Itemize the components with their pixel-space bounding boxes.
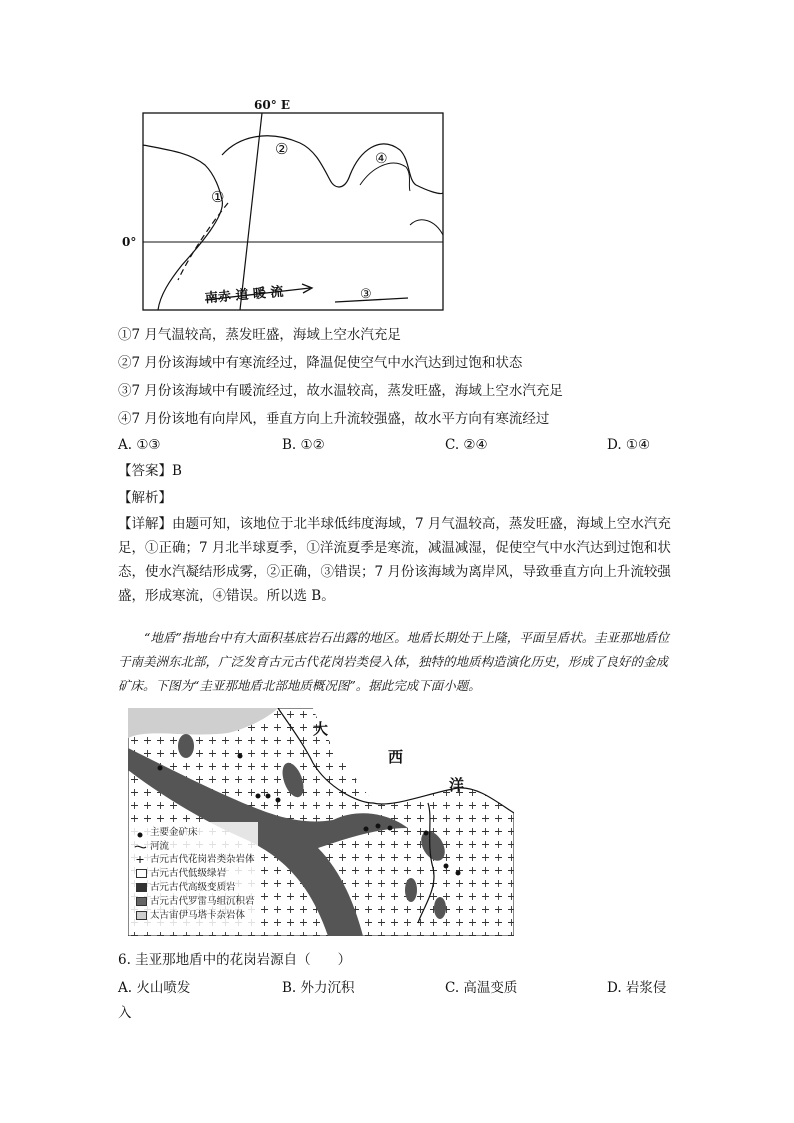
ocean-current-map: [110, 95, 450, 313]
q5-option-c: C. ②④: [445, 437, 488, 453]
q6-option-d: D. 岩浆侵: [607, 980, 667, 996]
legend-greenstone: [136, 868, 226, 879]
legend-swatch-greenstone: [136, 869, 147, 878]
legend-imataca: [136, 910, 245, 921]
meridian-label: 60° E: [254, 98, 291, 112]
ocean-char-2: 西: [388, 748, 404, 766]
q6-option-b: B. 外力沉积: [282, 980, 355, 996]
intro-paragraph: “地盾”指地台中有大面积基底岩石出露的地区。地盾长期处于上隆，平面呈盾状。圭亚那地盾位于南美洲东北部，广泛发育古元古代花岗岩类侵入体，独特的地质构造演化历史，形成了良好的金成矿床。下图为“圭亚那地盾北部地质概况图”。据此完成下面小题。: [118, 630, 670, 693]
q6-option-d-wrap: 入: [118, 1005, 132, 1021]
statement-3: ③7 月份该海域中有暖流经过，故水温较高，蒸发旺盛，海域上空水汽充足: [118, 383, 563, 399]
q5-option-b: B. ①②: [282, 437, 325, 453]
q5-option-d: D. ①④: [607, 437, 651, 453]
current-label: 南赤 道 暖 流: [204, 284, 285, 307]
legend-gold-deposit-label: 主要金矿床: [150, 827, 198, 838]
legend-granite: [150, 854, 255, 865]
mark-4: ④: [375, 151, 388, 167]
q5-option-a: A. ①③: [118, 437, 161, 453]
answer: 【答案】B: [118, 463, 182, 479]
statement-2: ②7 月份该海域中有寒流经过，降温促使空气中水汽达到过饱和状态: [118, 355, 523, 371]
legend-roraima-label: 古元古代罗雷马组沉积岩: [150, 896, 255, 907]
q6-option-c: C. 高温变质: [445, 980, 518, 996]
q6-option-a: A. 火山喷发: [118, 980, 191, 996]
legend-river-label: 河流: [150, 841, 170, 852]
equator-label: 0°: [122, 235, 137, 249]
legend-metamorphic-label: 古元古代高级变质岩: [150, 882, 236, 893]
mark-2: ②: [275, 140, 289, 158]
ocean-char-3: 洋: [449, 776, 465, 794]
legend-swatch-roraima: [136, 897, 147, 906]
legend-swatch-metamorphic: [136, 883, 147, 892]
legend-swatch-imataca: [136, 911, 147, 920]
legend-granite-label: 古元古代花岗岩类杂岩体: [150, 854, 255, 865]
legend-river: [150, 841, 169, 852]
ocean-current-map-drawing: [110, 95, 450, 313]
q6-stem: 6. 圭亚那地盾中的花岗岩源自（ ）: [118, 952, 352, 968]
ocean-char-1: 大: [313, 720, 329, 738]
legend-imataca-label: 太古宙伊马塔卡杂岩体: [150, 910, 246, 921]
legend-gold-deposit: [150, 827, 198, 838]
analysis-heading: 【解析】: [118, 490, 172, 506]
legend-metamorphic: [136, 882, 236, 893]
mark-3: ③: [360, 287, 372, 302]
statement-1: ①7 月气温较高，蒸发旺盛，海域上空水汽充足: [118, 327, 401, 343]
detail-paragraph: 【详解】由题可知，该地位于北半球低纬度海域，7 月气温较高，蒸发旺盛，海域上空水汽充足，①正确；7 月北半球夏季，①洋流夏季是寒流，减温减湿，促使空气中水汽达到过饱和状态，使水汽凝结形成雾，②正确，③错误；7 月份该海域为离岸风，导致垂直方向上升流较强盛，形成寒流，④错误。所以选 B。: [118, 516, 671, 604]
legend-roraima: [136, 896, 255, 907]
legend-greenstone-label: 古元古代低级绿岩: [150, 868, 227, 879]
mark-1: ①: [211, 188, 225, 206]
statement-4: ④7 月份该地有向岸风，垂直方向上升流较强盛，故水平方向有寒流经过: [118, 411, 550, 427]
